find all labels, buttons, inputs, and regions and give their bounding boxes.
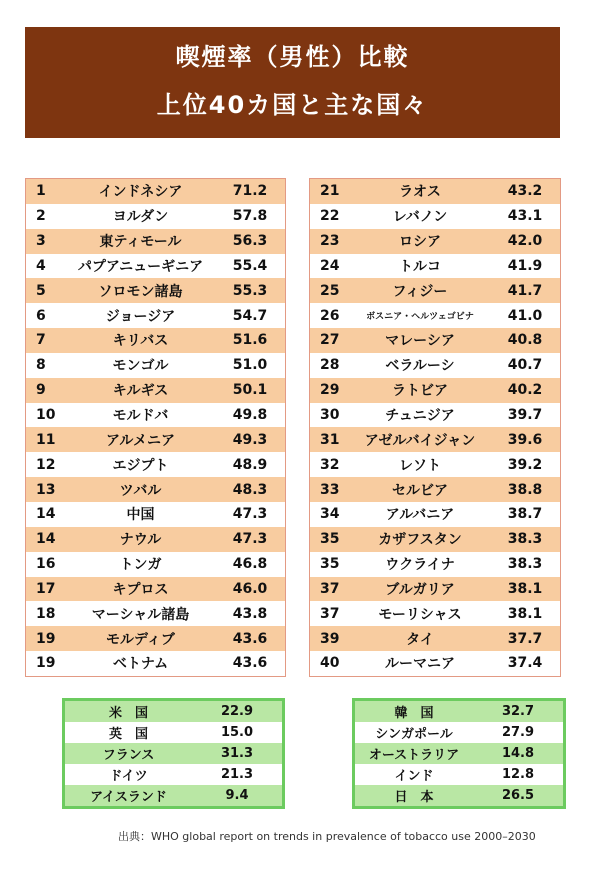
rank-cell: 29: [320, 382, 340, 399]
country-cell: ラオス: [399, 184, 441, 201]
country-cell: ウクライナ: [385, 557, 455, 574]
country-cell: 英 国: [108, 727, 148, 742]
rank-cell: 39: [320, 630, 340, 647]
country-cell: モンゴル: [112, 358, 169, 375]
table-row: [26, 552, 285, 577]
table-row: [26, 577, 285, 602]
rank-cell: 1: [36, 183, 46, 200]
value-cell: 37.4: [507, 655, 543, 672]
value-cell: 41.0: [507, 307, 543, 324]
country-cell: ベラルーシ: [385, 358, 455, 375]
table-row: [310, 452, 560, 477]
table-row: [310, 477, 560, 502]
rank-cell: 22: [320, 208, 340, 225]
value-cell: 43.8: [232, 605, 268, 622]
value-cell: 39.7: [507, 407, 543, 424]
rank-cell: 5: [36, 282, 46, 299]
value-cell: 41.9: [507, 257, 543, 274]
rank-cell: 28: [320, 357, 340, 374]
value-cell: 55.3: [232, 282, 268, 299]
value-cell: 38.1: [507, 580, 543, 597]
rank-cell: 4: [36, 257, 46, 274]
rank-cell: 35: [320, 531, 340, 548]
rank-cell: 14: [36, 506, 56, 523]
country-cell: 米 国: [108, 706, 148, 721]
table-row: [355, 722, 563, 743]
title-banner: [25, 27, 560, 138]
value-cell: 46.0: [232, 580, 268, 597]
rank-cell: 3: [36, 233, 46, 250]
value-cell: 41.7: [507, 282, 543, 299]
country-cell: インドネシア: [98, 184, 183, 201]
table-row: [26, 229, 285, 254]
value-cell: 48.3: [232, 481, 268, 498]
value-cell: 43.6: [232, 630, 268, 647]
value-cell: 46.8: [232, 556, 268, 573]
value-cell: 55.4: [232, 257, 268, 274]
table-row: [65, 722, 282, 743]
country-cell: アゼルバイジャン: [364, 432, 476, 449]
country-cell: トンガ: [119, 557, 162, 574]
country-cell: マーシャル諸島: [91, 606, 190, 623]
country-cell: ジョージア: [105, 308, 176, 325]
source-note: 出典：WHO global report on trends in prevalence of tobacco use 2000–2030: [118, 830, 536, 843]
country-cell: ナウル: [119, 532, 162, 549]
country-cell: オーストラリア: [368, 748, 460, 763]
rank-cell: 17: [36, 580, 56, 597]
value-cell: 32.7: [501, 704, 535, 719]
country-cell: キリバス: [112, 333, 169, 350]
country-cell: 東ティモール: [99, 234, 182, 251]
table-row: [310, 353, 560, 378]
value-cell: 38.3: [507, 531, 543, 548]
table-row: [355, 785, 563, 806]
country-cell: レバノン: [392, 209, 448, 226]
table-row: [310, 328, 560, 353]
value-cell: 57.8: [232, 208, 268, 225]
country-cell: ブルガリア: [385, 581, 455, 598]
value-cell: 9.4: [225, 788, 249, 803]
country-cell: カザフスタン: [378, 532, 462, 549]
value-cell: 47.3: [232, 506, 268, 523]
country-cell: モルディブ: [106, 631, 175, 648]
rank-cell: 25: [320, 282, 340, 299]
table-row: [26, 303, 285, 328]
country-cell: アイスランド: [90, 790, 167, 805]
table-row: [26, 527, 285, 552]
table-row: [310, 229, 560, 254]
table-row: [310, 626, 560, 651]
table-row: [310, 278, 560, 303]
country-cell: セルビア: [392, 482, 448, 499]
country-cell: インド: [394, 769, 434, 784]
country-cell: ツバル: [119, 482, 162, 499]
table-row: [310, 254, 560, 279]
rank-cell: 24: [320, 257, 340, 274]
rank-cell: 8: [36, 357, 46, 374]
table-row: [26, 378, 285, 403]
rank-cell: 16: [36, 556, 56, 573]
rank-cell: 31: [320, 431, 340, 448]
rank-cell: 6: [36, 307, 46, 324]
rank-cell: 9: [36, 382, 46, 399]
value-cell: 37.7: [507, 630, 543, 647]
rank-cell: 30: [320, 407, 340, 424]
rank-cell: 11: [36, 431, 56, 448]
rank-cell: 12: [36, 456, 56, 473]
value-cell: 38.7: [507, 506, 543, 523]
table-row: [26, 353, 285, 378]
table-row: [65, 743, 282, 764]
reference-table-left: [62, 698, 285, 809]
rank-cell: 37: [320, 580, 340, 597]
value-cell: 42.0: [507, 233, 543, 250]
table-row: [310, 527, 560, 552]
table-row: [310, 577, 560, 602]
value-cell: 40.8: [507, 332, 543, 349]
table-row: [310, 303, 560, 328]
reference-table-right: [352, 698, 566, 809]
rank-cell: 7: [36, 332, 46, 349]
table-row: [65, 701, 282, 722]
ranking-table-left: [25, 178, 286, 677]
table-row: [26, 179, 285, 204]
value-cell: 39.2: [507, 456, 543, 473]
rank-cell: 37: [320, 605, 340, 622]
rank-cell: 26: [320, 307, 340, 324]
table-row: [26, 328, 285, 353]
rank-cell: 19: [36, 630, 56, 647]
table-row: [310, 552, 560, 577]
table-row: [65, 764, 282, 785]
rank-cell: 33: [320, 481, 340, 498]
country-cell: フィジー: [392, 283, 448, 300]
country-cell: アルバニア: [385, 507, 455, 524]
country-cell: マレーシア: [385, 333, 455, 350]
rank-cell: 34: [320, 506, 340, 523]
country-cell: タイ: [406, 631, 434, 648]
country-cell: ボスニア・ヘルツェゴビナ: [366, 312, 474, 323]
title-line-1: 喫煙率（男性）比較: [175, 43, 410, 71]
value-cell: 38.1: [507, 605, 543, 622]
value-cell: 43.6: [232, 655, 268, 672]
rank-cell: 10: [36, 407, 56, 424]
table-row: [310, 651, 560, 676]
rank-cell: 40: [320, 655, 340, 672]
country-cell: パプアニューギニア: [77, 258, 204, 275]
rank-cell: 32: [320, 456, 340, 473]
value-cell: 38.8: [507, 481, 543, 498]
table-row: [310, 403, 560, 428]
table-row: [26, 477, 285, 502]
table-row: [355, 701, 563, 722]
country-cell: レソト: [399, 457, 441, 474]
table-row: [26, 204, 285, 229]
rank-cell: 14: [36, 531, 56, 548]
rank-cell: 23: [320, 233, 340, 250]
table-row: [310, 378, 560, 403]
country-cell: ベトナム: [112, 656, 169, 673]
country-cell: シンガポール: [375, 727, 453, 742]
ranking-table-right: [309, 178, 561, 677]
country-cell: アルメニア: [105, 432, 176, 449]
table-row: [26, 278, 285, 303]
value-cell: 51.0: [232, 357, 268, 374]
table-row: [26, 626, 285, 651]
table-row: [310, 601, 560, 626]
value-cell: 22.9: [220, 704, 254, 719]
rank-cell: 27: [320, 332, 340, 349]
value-cell: 40.7: [507, 357, 543, 374]
value-cell: 50.1: [232, 382, 268, 399]
country-cell: 中国: [126, 507, 155, 524]
country-cell: 韓 国: [394, 706, 434, 721]
table-row: [26, 502, 285, 527]
value-cell: 48.9: [232, 456, 268, 473]
country-cell: チュニジア: [385, 408, 455, 425]
value-cell: 26.5: [501, 788, 535, 803]
value-cell: 47.3: [232, 531, 268, 548]
rank-cell: 2: [36, 208, 46, 225]
country-cell: ソロモン諸島: [98, 283, 183, 300]
country-cell: ドイツ: [109, 769, 148, 784]
table-row: [310, 502, 560, 527]
table-row: [310, 179, 560, 204]
table-row: [26, 427, 285, 452]
country-cell: キルギス: [112, 383, 169, 400]
country-cell: 日 本: [394, 790, 434, 805]
rank-cell: 13: [36, 481, 56, 498]
country-cell: フランス: [102, 748, 155, 763]
table-row: [26, 651, 285, 676]
rank-cell: 19: [36, 655, 56, 672]
value-cell: 40.2: [507, 382, 543, 399]
rank-cell: 35: [320, 556, 340, 573]
country-cell: エジプト: [112, 457, 169, 474]
value-cell: 56.3: [232, 233, 268, 250]
table-row: [310, 204, 560, 229]
country-cell: ルーマニア: [385, 656, 455, 673]
value-cell: 27.9: [501, 725, 535, 740]
value-cell: 54.7: [232, 307, 268, 324]
title-line-2: 上位40カ国と主な国々: [156, 91, 429, 119]
value-cell: 39.6: [507, 431, 543, 448]
value-cell: 21.3: [220, 767, 254, 782]
value-cell: 12.8: [501, 767, 535, 782]
table-row: [26, 601, 285, 626]
value-cell: 43.2: [507, 183, 543, 200]
table-row: [26, 254, 285, 279]
table-row: [310, 427, 560, 452]
country-cell: モルドバ: [112, 408, 169, 425]
table-row: [26, 452, 285, 477]
value-cell: 15.0: [220, 725, 254, 740]
country-cell: ロシア: [399, 234, 441, 251]
value-cell: 49.8: [232, 407, 268, 424]
country-cell: トルコ: [399, 258, 441, 275]
country-cell: ラトビア: [392, 383, 448, 400]
rank-cell: 18: [36, 605, 56, 622]
table-row: [355, 743, 563, 764]
table-row: [65, 785, 282, 806]
country-cell: キプロス: [112, 581, 169, 598]
value-cell: 51.6: [232, 332, 268, 349]
value-cell: 14.8: [501, 746, 535, 761]
rank-cell: 21: [320, 183, 340, 200]
table-row: [355, 764, 563, 785]
value-cell: 71.2: [232, 183, 268, 200]
value-cell: 43.1: [507, 208, 543, 225]
country-cell: ヨルダン: [112, 209, 169, 226]
value-cell: 31.3: [220, 746, 254, 761]
country-cell: モーリシャス: [378, 606, 462, 623]
value-cell: 38.3: [507, 556, 543, 573]
table-row: [26, 403, 285, 428]
value-cell: 49.3: [232, 431, 268, 448]
